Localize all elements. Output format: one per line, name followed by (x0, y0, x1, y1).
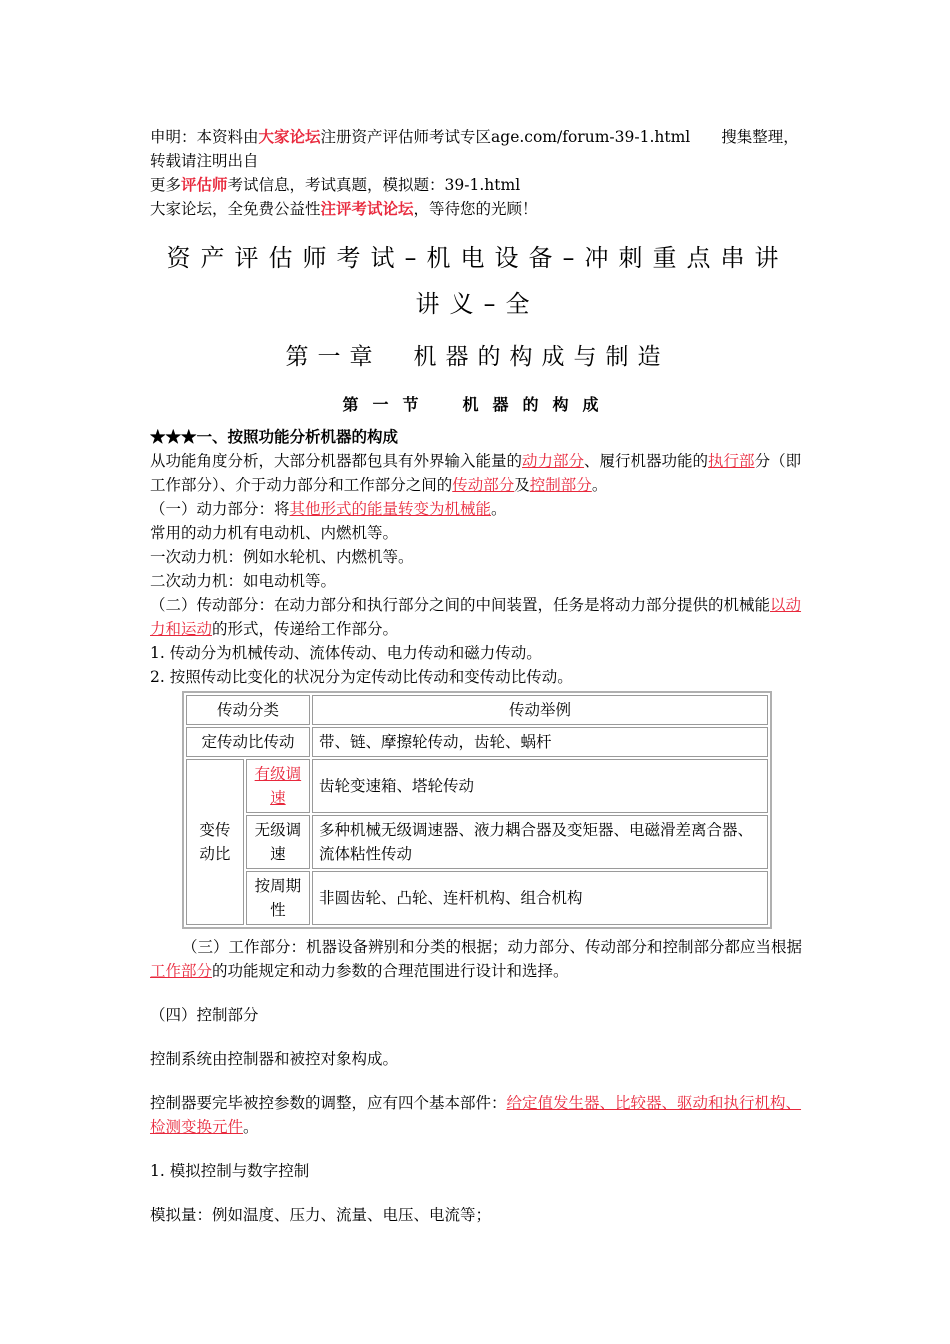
appraiser-link[interactable]: 评估师 (181, 175, 228, 194)
notice-text: 申明：本资料由 (150, 128, 259, 146)
link-four-components[interactable]: 给定值发生器、比较器、驱动和执行机构、检测变换元件 (150, 1094, 802, 1136)
transmission-line-2: 2. 按照传动比变化的状况分为定传动比传动和变传动比传动。 (150, 668, 573, 686)
spacer (150, 1183, 805, 1203)
notice-line-3 (150, 197, 805, 221)
link-execution-part[interactable]: 执行部 (708, 452, 755, 470)
exam-forum-link[interactable]: 注评考试论坛 (320, 199, 414, 218)
text: 从功能角度分析，大部分机器都包具有外界输入能量的 (150, 452, 523, 470)
text: 。 (491, 500, 507, 518)
document-title: 资产评估师考试–机电设备–冲刺重点串讲讲义–全 (166, 244, 789, 318)
link-transmission-part[interactable]: 传动部分 (452, 476, 515, 494)
table-row (186, 759, 768, 813)
table-cell-fixed: 定传动比传动 (186, 727, 310, 757)
document-page (150, 125, 805, 1227)
notice-line-2 (150, 173, 805, 197)
power-definition (150, 497, 805, 521)
table-cell-stepped-example: 齿轮变速箱、塔轮传动 (312, 759, 768, 813)
power-line-3: 二次动力机：如电动机等。 (150, 572, 337, 590)
text: （三）工作部分：机器设备辨别和分类的根据；动力部分、传动部分和控制部分都应当根据 (182, 938, 803, 956)
spacer (150, 983, 805, 1003)
text: 分（即工作部分）、介于动力部分和工作部分之间的 (150, 452, 802, 494)
control-paragraph-1: 控制系统由控制器和被控对象构成。 (150, 1050, 399, 1068)
table-row (186, 727, 768, 757)
text: 、履行机器功能的 (584, 452, 709, 470)
control-heading: （四）控制部分 (150, 1006, 259, 1024)
text: 的形式，传递给工作部分。 (212, 620, 399, 638)
spacer (150, 1139, 805, 1159)
link-control-part[interactable]: 控制部分 (529, 476, 592, 494)
text: 的功能规定和动力参数的合理范围进行设计和选择。 (212, 962, 569, 980)
forum-link[interactable]: 大家论坛 (258, 127, 321, 146)
spacer (150, 1027, 805, 1047)
text: （一）动力部分：将 (150, 500, 290, 518)
section-title: 第一节 机器的构成 (342, 395, 613, 414)
notice-text: 考试信息，考试真题，模拟题：39-1.html (227, 176, 521, 194)
table-row (186, 815, 768, 869)
link-work-part[interactable]: 工作部分 (150, 962, 213, 980)
text: 。 (591, 476, 608, 494)
chapter-title: 第一章 机器的构成与制造 (285, 344, 670, 370)
table-cell-stepless-example: 多种机械无级调速器、液力耦合器及变矩器、电磁滑差离合器、流体粘性传动 (312, 815, 768, 869)
spacer (150, 1071, 805, 1091)
link-power-part[interactable]: 动力部分 (522, 452, 585, 470)
control-paragraph-2 (150, 1091, 805, 1139)
notice-text: 大家论坛，全免费公益性 (150, 200, 321, 218)
paragraph-intro (150, 449, 805, 497)
table-cell-stepped[interactable] (246, 759, 310, 813)
link-stepped-speed[interactable]: 有级调速 (254, 765, 302, 807)
link-power-and-motion[interactable]: 以动力和运动 (150, 596, 802, 638)
notice-line-1 (150, 125, 805, 173)
text: 控制器要完毕被控参数的调整，应有四个基本部件： (150, 1094, 507, 1112)
table-header-row (186, 695, 768, 725)
control-paragraph-4: 模拟量：例如温度、压力、流量、电压、电流等； (150, 1206, 492, 1224)
table-header-example: 传动举例 (312, 695, 768, 725)
table-header-category: 传动分类 (186, 695, 310, 725)
heading-functional-analysis: ★★★一、按照功能分析机器的构成 (150, 427, 399, 446)
notice-text: 注册资产评估师考试专区age.com/forum-39-1.html 搜集整理，转载请注明出自 (150, 128, 799, 170)
notice-text: 更多 (150, 176, 182, 194)
power-line-1: 常用的动力机有电动机、内燃机等。 (150, 524, 399, 542)
control-paragraph-3: 1. 模拟控制与数字控制 (150, 1162, 310, 1180)
table-cell-fixed-example: 带、链、摩擦轮传动，齿轮、蜗杆 (312, 727, 768, 757)
text: 及 (514, 476, 530, 494)
power-line-2: 一次动力机：例如水轮机、内燃机等。 (150, 548, 414, 566)
table-cell-periodic-example: 非圆齿轮、凸轮、连杆机构、组合机构 (312, 871, 768, 925)
notice-text: ，等待您的光顾！ (413, 200, 538, 218)
transmission-definition (150, 593, 805, 641)
transmission-line-1: 1. 传动分为机械传动、流体传动、电力传动和磁力传动。 (150, 644, 542, 662)
text: （二）传动部分：在动力部分和执行部分之间的中间装置，任务是将动力部分提供的机械能 (150, 596, 771, 614)
text: 。 (243, 1118, 259, 1136)
table-cell-stepless: 无级调速 (246, 815, 310, 869)
table-cell-periodic: 按周期性 (246, 871, 310, 925)
transmission-table (182, 691, 772, 929)
link-energy-conversion[interactable]: 其他形式的能量转变为机械能 (289, 500, 492, 518)
work-definition (150, 935, 805, 983)
table-cell-variable: 变传动比 (186, 759, 244, 925)
table-row (186, 871, 768, 925)
